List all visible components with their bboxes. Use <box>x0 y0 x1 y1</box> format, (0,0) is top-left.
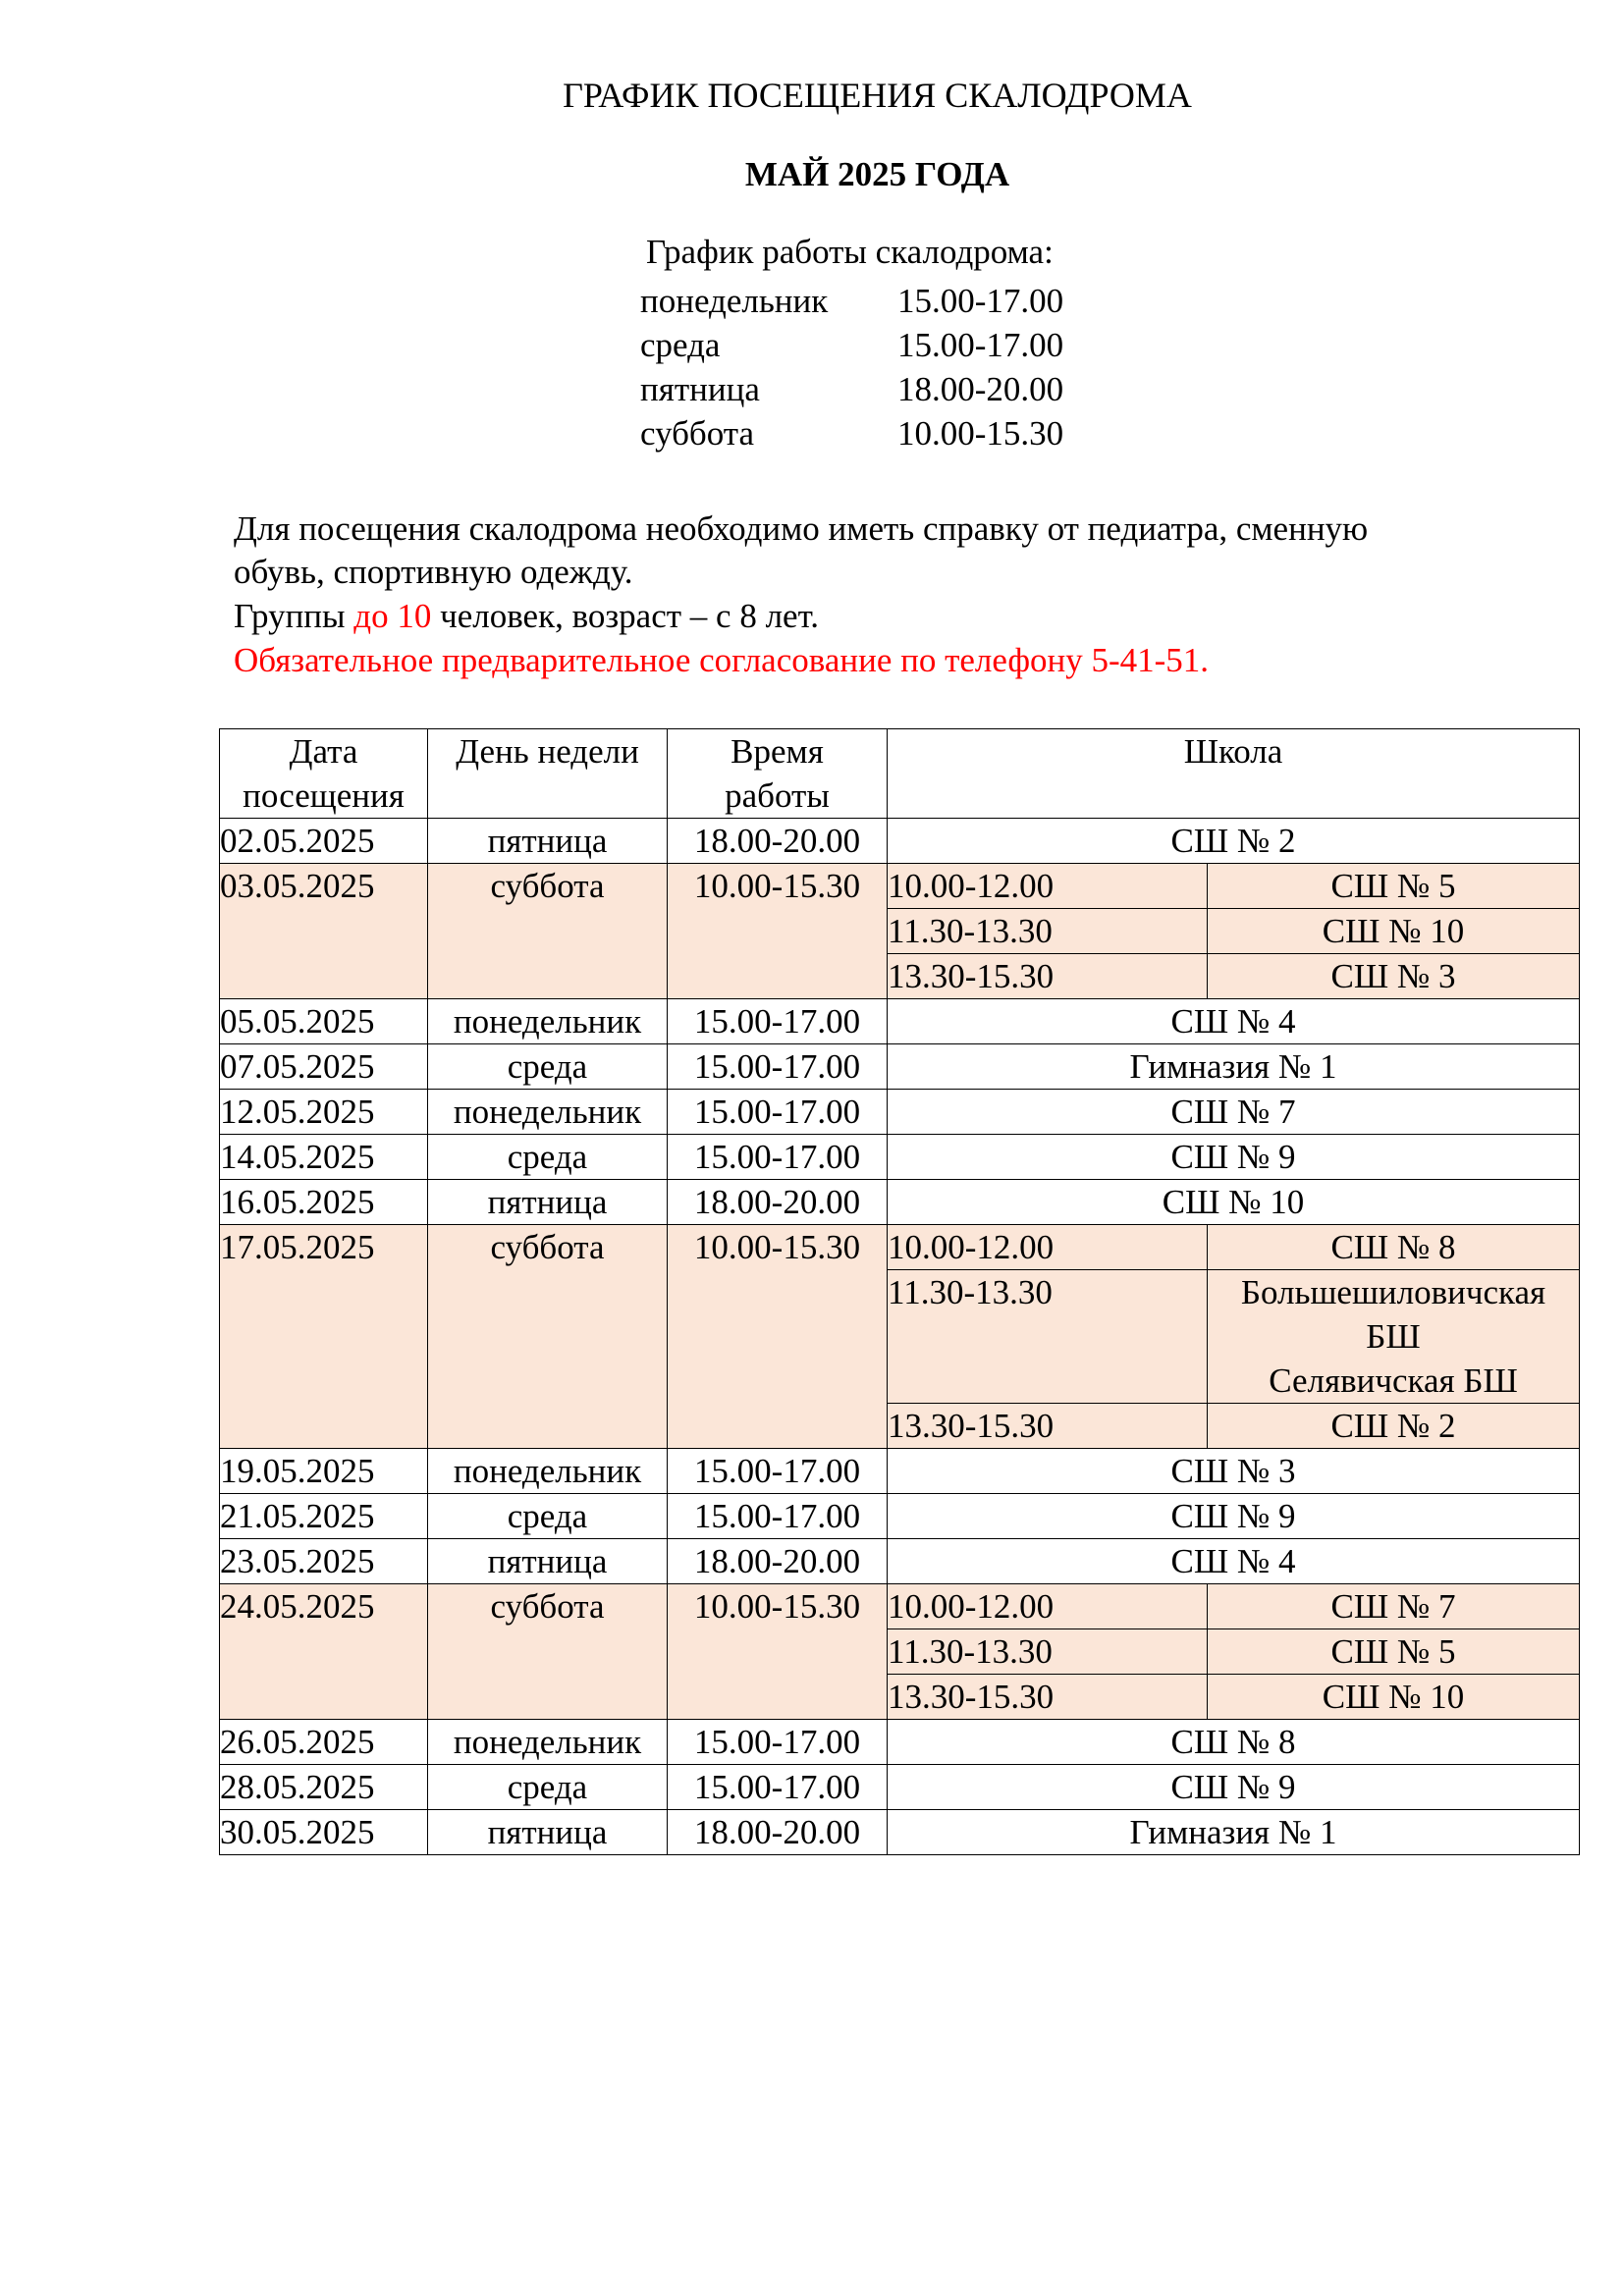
hours-time: 15.00-17.00 <box>897 282 1064 320</box>
cell-date: 12.05.2025 <box>220 1090 428 1135</box>
cell-day: пятница <box>428 1539 668 1584</box>
table-row <box>220 1494 1580 1539</box>
cell-date: 07.05.2025 <box>220 1044 428 1090</box>
document-month: МАЙ 2025 ГОДА <box>744 155 1010 193</box>
table-row <box>220 1180 1580 1225</box>
cell-date: 19.05.2025 <box>220 1449 428 1494</box>
cell-slot-time: 13.30-15.30 <box>888 954 1208 999</box>
cell-time: 18.00-20.00 <box>668 1180 888 1225</box>
cell-date: 03.05.2025 <box>220 864 428 999</box>
cell-school: СШ № 2 <box>888 819 1580 864</box>
cell-day: понедельник <box>428 1720 668 1765</box>
header-day: День недели <box>428 729 668 819</box>
cell-day: суббота <box>428 1225 668 1449</box>
cell-date: 21.05.2025 <box>220 1494 428 1539</box>
hours-day: пятница <box>640 370 760 408</box>
table-row <box>220 1135 1580 1180</box>
cell-school: СШ № 9 <box>888 1135 1580 1180</box>
note-requirements-line1: Для посещения скалодрома необходимо иметь справку от педиатра, сменную <box>234 509 1369 548</box>
cell-time: 15.00-17.00 <box>668 1494 888 1539</box>
note-phone-agreement: Обязательное предварительное согласование по телефону 5-41-51. <box>234 641 1210 679</box>
note-groups-limit: до 10 <box>353 597 432 635</box>
cell-day: суббота <box>428 864 668 999</box>
cell-slot-school: СШ № 5 <box>1208 1629 1580 1675</box>
cell-time: 15.00-17.00 <box>668 1720 888 1765</box>
table-row <box>220 1765 1580 1810</box>
hours-row <box>640 323 1063 367</box>
cell-slot-time: 11.30-13.30 <box>888 1629 1208 1675</box>
cell-date: 26.05.2025 <box>220 1720 428 1765</box>
hours-time: 10.00-15.30 <box>897 414 1064 453</box>
cell-day: пятница <box>428 1810 668 1855</box>
hours-row <box>640 279 1063 323</box>
table-row <box>220 1720 1580 1765</box>
cell-date: 24.05.2025 <box>220 1584 428 1720</box>
hours-row <box>640 411 1063 455</box>
cell-time: 15.00-17.00 <box>668 999 888 1044</box>
school-line: Селявичская БШ <box>1269 1362 1518 1400</box>
table-row <box>220 1539 1580 1584</box>
hours-row <box>640 367 1063 411</box>
cell-day: среда <box>428 1044 668 1090</box>
cell-day: понедельник <box>428 1090 668 1135</box>
note-groups <box>234 597 819 636</box>
cell-slot-school: СШ № 8 <box>1208 1225 1580 1270</box>
cell-time: 15.00-17.00 <box>668 1090 888 1135</box>
cell-date: 05.05.2025 <box>220 999 428 1044</box>
cell-slot-time: 11.30-13.30 <box>888 1270 1208 1404</box>
table-row-saturday <box>220 864 1580 909</box>
cell-time: 18.00-20.00 <box>668 819 888 864</box>
cell-slot-time: 10.00-12.00 <box>888 864 1208 909</box>
cell-date: 02.05.2025 <box>220 819 428 864</box>
cell-time: 10.00-15.30 <box>668 1225 888 1449</box>
table-row <box>220 1810 1580 1855</box>
table-row <box>220 1449 1580 1494</box>
cell-school: СШ № 10 <box>888 1180 1580 1225</box>
hours-time: 18.00-20.00 <box>897 370 1064 408</box>
cell-slot-time: 11.30-13.30 <box>888 909 1208 954</box>
cell-time: 15.00-17.00 <box>668 1044 888 1090</box>
note-requirements-line2: обувь, спортивную одежду. <box>234 553 633 591</box>
note-groups-suffix: человек, возраст – с 8 лет. <box>431 597 819 635</box>
cell-school: СШ № 9 <box>888 1494 1580 1539</box>
cell-slot-school <box>1208 1270 1580 1404</box>
cell-day: пятница <box>428 1180 668 1225</box>
cell-date: 30.05.2025 <box>220 1810 428 1855</box>
cell-time: 15.00-17.00 <box>668 1135 888 1180</box>
school-line: БШ <box>1366 1317 1421 1356</box>
document-title: ГРАФИК ПОСЕЩЕНИЯ СКАЛОДРОМА <box>563 76 1192 115</box>
cell-time: 15.00-17.00 <box>668 1449 888 1494</box>
cell-slot-school: СШ № 10 <box>1208 1675 1580 1720</box>
table-row <box>220 819 1580 864</box>
cell-slot-school: СШ № 5 <box>1208 864 1580 909</box>
cell-date: 28.05.2025 <box>220 1765 428 1810</box>
table-row <box>220 1090 1580 1135</box>
cell-time: 18.00-20.00 <box>668 1539 888 1584</box>
schedule-table <box>219 728 1580 1855</box>
header-school: Школа <box>888 729 1580 819</box>
cell-day: понедельник <box>428 999 668 1044</box>
cell-day: среда <box>428 1494 668 1539</box>
cell-day: пятница <box>428 819 668 864</box>
cell-day: понедельник <box>428 1449 668 1494</box>
cell-date: 17.05.2025 <box>220 1225 428 1449</box>
cell-slot-time: 13.30-15.30 <box>888 1404 1208 1449</box>
hours-day: суббота <box>640 414 755 453</box>
cell-date: 23.05.2025 <box>220 1539 428 1584</box>
table-row <box>220 1044 1580 1090</box>
cell-day: среда <box>428 1135 668 1180</box>
cell-school: СШ № 9 <box>888 1765 1580 1810</box>
hours-list <box>640 279 1063 455</box>
cell-school: Гимназия № 1 <box>888 1044 1580 1090</box>
cell-slot-school: СШ № 3 <box>1208 954 1580 999</box>
cell-slot-time: 10.00-12.00 <box>888 1225 1208 1270</box>
cell-day: среда <box>428 1765 668 1810</box>
note-groups-prefix: Группы <box>234 597 354 635</box>
cell-slot-school: СШ № 10 <box>1208 909 1580 954</box>
hours-day: среда <box>640 326 721 364</box>
header-date: Дата посещения <box>220 729 428 819</box>
hours-day: понедельник <box>640 282 829 320</box>
cell-slot-time: 13.30-15.30 <box>888 1675 1208 1720</box>
cell-time: 18.00-20.00 <box>668 1810 888 1855</box>
table-row-saturday <box>220 1584 1580 1629</box>
cell-slot-school: СШ № 7 <box>1208 1584 1580 1629</box>
table-row-saturday <box>220 1225 1580 1270</box>
table-row <box>220 999 1580 1044</box>
cell-school: СШ № 8 <box>888 1720 1580 1765</box>
cell-school: Гимназия № 1 <box>888 1810 1580 1855</box>
cell-time: 10.00-15.30 <box>668 864 888 999</box>
cell-slot-school: СШ № 2 <box>1208 1404 1580 1449</box>
cell-school: СШ № 3 <box>888 1449 1580 1494</box>
cell-time: 15.00-17.00 <box>668 1765 888 1810</box>
cell-day: суббота <box>428 1584 668 1720</box>
cell-slot-time: 10.00-12.00 <box>888 1584 1208 1629</box>
school-line: Большешиловичская <box>1240 1273 1546 1311</box>
hours-caption: График работы скалодрома: <box>646 233 1054 271</box>
schedule-header-row <box>220 729 1580 819</box>
cell-time: 10.00-15.30 <box>668 1584 888 1720</box>
cell-school: СШ № 4 <box>888 999 1580 1044</box>
hours-time: 15.00-17.00 <box>897 326 1064 364</box>
header-time: Время работы <box>668 729 888 819</box>
cell-date: 16.05.2025 <box>220 1180 428 1225</box>
cell-date: 14.05.2025 <box>220 1135 428 1180</box>
cell-school: СШ № 4 <box>888 1539 1580 1584</box>
cell-school: СШ № 7 <box>888 1090 1580 1135</box>
